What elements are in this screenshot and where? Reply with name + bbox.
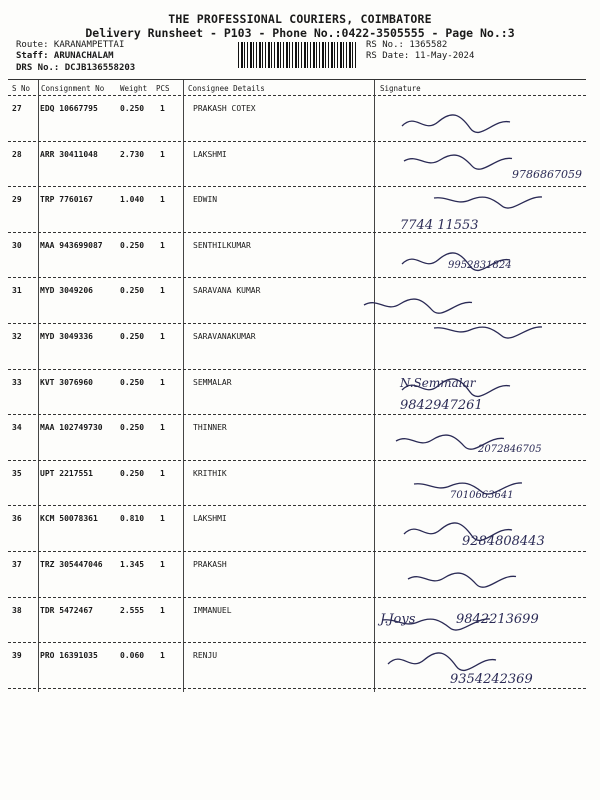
consignee-name: THINNER	[193, 423, 227, 433]
row-separator	[8, 688, 586, 689]
consignee-name: PRAKASH	[193, 560, 227, 569]
rs-date: RS Date: 11-May-2024	[366, 51, 475, 61]
weight-value: 2.730	[120, 149, 145, 159]
handwritten-phone: 9842947261	[400, 398, 483, 413]
pieces-count: 1	[160, 104, 165, 113]
pieces-count: 1	[160, 332, 165, 341]
column-header-signature: Signature	[380, 84, 421, 93]
weight-value: 0.060	[120, 651, 145, 661]
pieces-count: 1	[160, 560, 165, 569]
row-separator	[8, 277, 586, 278]
column-header-sno: S No	[12, 84, 31, 93]
consignee-name: SARAVANAKUMAR	[193, 332, 256, 341]
consignee-name: LAKSHMI	[193, 514, 227, 524]
weight-value: 0.250	[120, 332, 145, 341]
pieces-count: 1	[160, 377, 165, 387]
row-separator	[8, 505, 586, 506]
consignment-number: UPT 2217551	[40, 468, 93, 478]
consignee-name: PRAKASH COTEX	[193, 104, 256, 113]
consignment-number: MYD 3049206	[40, 286, 93, 296]
row-serial-number: 30	[12, 240, 22, 250]
weight-value: 0.250	[120, 468, 145, 478]
consignment-number: KCM 50078361	[40, 514, 98, 524]
consignment-number: KVT 3076960	[40, 377, 93, 387]
consignee-name: SARAVANA KUMAR	[193, 286, 261, 296]
handwritten-name: N.Semmalar	[400, 376, 476, 390]
consignee-name: IMMANUEL	[193, 605, 232, 615]
row-separator	[8, 460, 586, 461]
row-separator	[8, 414, 586, 415]
weight-value: 1.345	[120, 560, 145, 569]
consignee-name: EDWIN	[193, 195, 218, 205]
weight-value: 0.810	[120, 514, 145, 524]
signature-scribble	[398, 104, 518, 144]
consignee-name: KRITHIK	[193, 468, 227, 478]
column-header-consignment: Consignment No	[41, 84, 105, 93]
row-separator	[8, 597, 586, 598]
drs-number: DRS No.: DCJB136558203	[16, 63, 136, 73]
pieces-count: 1	[160, 423, 165, 433]
pieces-count: 1	[160, 195, 165, 205]
weight-value: 1.040	[120, 195, 145, 205]
handwritten-phone: 9952831824	[448, 260, 512, 271]
consignee-name: SEMMALAR	[193, 377, 232, 387]
weight-value: 0.250	[120, 240, 145, 250]
consignee-name: RENJU	[193, 651, 218, 661]
pieces-count: 1	[160, 286, 165, 296]
row-serial-number: 31	[12, 286, 22, 296]
column-header-pcs: PCS	[156, 84, 170, 93]
consignment-number: TRZ 305447046	[40, 560, 103, 569]
consignee-name: SENTHILKUMAR	[193, 240, 251, 250]
company-title: THE PROFESSIONAL COURIERS, COIMBATORE	[168, 12, 432, 26]
column-divider	[183, 80, 184, 692]
handwritten-phone: 7744 11553	[400, 218, 479, 233]
handwritten-phone: 9284808443	[462, 534, 545, 549]
pieces-count: 1	[160, 651, 165, 661]
row-separator	[8, 232, 586, 233]
pieces-count: 1	[160, 514, 165, 524]
consignment-number: MAA 102749730	[40, 423, 103, 433]
pieces-count: 1	[160, 240, 165, 250]
row-serial-number: 36	[12, 514, 22, 524]
pieces-count: 1	[160, 605, 165, 615]
consignment-number: EDQ 10667795	[40, 104, 98, 113]
consignment-number: MYD 3049336	[40, 332, 93, 341]
signature-scribble	[400, 142, 520, 182]
row-serial-number: 39	[12, 651, 22, 661]
signature-scribble	[430, 312, 550, 352]
signature-scribble	[430, 182, 550, 222]
rs-number: RS No.: 1365582	[366, 40, 448, 50]
weight-value: 0.250	[120, 286, 145, 296]
consignment-number: PRO 16391035	[40, 651, 98, 661]
row-serial-number: 38	[12, 605, 22, 615]
handwritten-phone: 9786867059	[512, 168, 582, 181]
consignment-number: TDR 5472467	[40, 605, 93, 615]
row-serial-number: 29	[12, 195, 22, 205]
row-serial-number: 27	[12, 104, 22, 113]
weight-value: 2.555	[120, 605, 145, 615]
weight-value: 0.250	[120, 423, 145, 433]
handwritten-phone: 9354242369	[450, 672, 533, 687]
consignee-name: LAKSHMI	[193, 149, 227, 159]
consignment-number: ARR 30411048	[40, 149, 98, 159]
runsheet-subtitle: Delivery Runsheet - P103 - Phone No.:0422-3505555 - Page No.:3	[85, 26, 515, 40]
signature-scribble	[410, 468, 530, 508]
signature-scribble	[404, 560, 524, 600]
column-divider	[374, 80, 375, 692]
weight-value: 0.250	[120, 104, 145, 113]
pieces-count: 1	[160, 468, 165, 478]
column-divider	[38, 80, 39, 692]
consignment-number: TRP 7760167	[40, 195, 93, 205]
row-serial-number: 34	[12, 423, 22, 433]
pieces-count: 1	[160, 149, 165, 159]
consignment-number: MAA 943699087	[40, 240, 103, 250]
handwritten-phone: 9842213699	[456, 612, 539, 627]
row-serial-number: 37	[12, 560, 22, 569]
route-label: Route: KARANAMPETTAI	[16, 40, 125, 50]
weight-value: 0.250	[120, 377, 145, 387]
staff-label: Staff: ARUNACHALAM	[16, 51, 114, 61]
row-serial-number: 28	[12, 149, 22, 159]
row-serial-number: 33	[12, 377, 22, 387]
barcode	[238, 42, 358, 68]
row-serial-number: 35	[12, 468, 22, 478]
header-bottom-rule	[8, 95, 586, 96]
handwritten-phone: 7010663641	[450, 490, 514, 501]
signature-scribble	[392, 422, 512, 462]
column-header-consignee: Consignee Details	[188, 84, 265, 93]
row-serial-number: 32	[12, 332, 22, 341]
handwritten-phone: 2072846705	[478, 444, 542, 455]
handwritten-name: J.Joys	[380, 612, 416, 627]
column-header-weight: Weight	[120, 84, 148, 93]
row-separator	[8, 551, 586, 552]
table-top-rule	[8, 79, 586, 80]
